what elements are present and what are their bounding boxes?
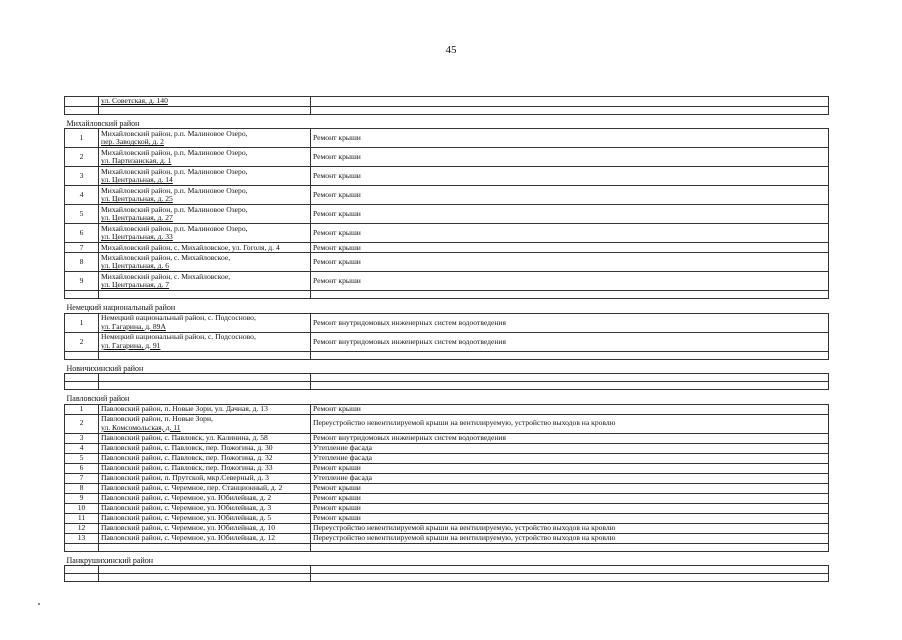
table-row	[65, 313, 829, 332]
table-row	[65, 483, 829, 493]
address-line: ул. Центральная, д. 6	[101, 261, 170, 271]
row-number: 1	[65, 313, 99, 332]
row-number: 9	[65, 493, 99, 503]
row-work: Ремонт крыши	[311, 493, 829, 503]
table-row	[65, 272, 829, 291]
table-row	[65, 463, 829, 473]
table-row	[65, 493, 829, 503]
address-line: Павловский район, с. Павловск, пер. Пожогина, д. 33	[101, 463, 273, 472]
row-address	[99, 253, 311, 272]
row-number: 2	[65, 332, 99, 351]
row-address	[99, 332, 311, 351]
row-work: Утепление фасада	[311, 453, 829, 463]
address-line: Михайловский район, р.п. Малиновое Озеро,	[101, 166, 248, 176]
table-body	[65, 97, 829, 582]
table-row	[65, 129, 829, 148]
table-row	[65, 433, 829, 443]
row-address	[99, 473, 311, 483]
row-address	[99, 186, 311, 205]
address-line: Михайловский район, р.п. Малиновое Озеро,	[101, 147, 248, 157]
address-line: Михайловский район, р.п. Малиновое Озеро,	[101, 223, 248, 233]
empty-row	[65, 566, 829, 574]
row-work: Ремонт крыши	[311, 253, 829, 272]
empty-row	[65, 382, 829, 390]
page-number: 45	[445, 44, 457, 56]
row-address	[99, 503, 311, 513]
row-address	[99, 243, 311, 253]
region-title: Павловский район	[65, 390, 829, 404]
row-number: 6	[65, 224, 99, 243]
row-work: Ремонт крыши	[311, 503, 829, 513]
address-line: Немецкий национальный район, с. Подсосново,	[101, 332, 256, 342]
scan-speck	[38, 603, 40, 605]
address-line: Павловский район, с. Черемное, ул. Юбилейная, д. 2	[101, 493, 272, 502]
row-address	[99, 513, 311, 523]
row-address	[99, 404, 311, 414]
spacer-row	[65, 291, 829, 299]
row-address	[99, 483, 311, 493]
row-work: Ремонт крыши	[311, 205, 829, 224]
address-line: Павловский район, с. Павловск, пер. Пожогина, д. 30	[101, 443, 273, 452]
address-line: Михайловский район, р.п. Малиновое Озеро,	[101, 128, 248, 138]
row-work: Ремонт внутридомовых инженерных систем водоотведения	[311, 433, 829, 443]
region-header	[65, 115, 829, 129]
table-row	[65, 513, 829, 523]
row-work: Утепление фасада	[311, 473, 829, 483]
row-work: Переустройство невентилируемой крыши на вентилируемую, устройство выходов на кровлю	[311, 414, 829, 433]
region-header	[65, 551, 829, 565]
row-number: 10	[65, 503, 99, 513]
row-address	[99, 463, 311, 473]
row-work: Ремонт крыши	[311, 513, 829, 523]
table-row	[65, 205, 829, 224]
address-line: Немецкий национальный район, с. Подсосново,	[101, 313, 256, 323]
address-line: Михайловский район, с. Михайловское,	[101, 271, 231, 281]
table-row	[65, 404, 829, 414]
row-work	[311, 97, 829, 107]
row-work: Ремонт крыши	[311, 272, 829, 291]
row-address	[99, 272, 311, 291]
row-number: 7	[65, 473, 99, 483]
region-title: Михайловский район	[65, 115, 829, 129]
row-address	[99, 443, 311, 453]
address-line: Павловский район, п. Новые Зори, ул. Дачная, д. 13	[101, 404, 268, 413]
row-work: Ремонт внутридомовых инженерных систем водоотведения	[311, 313, 829, 332]
row-address	[99, 433, 311, 443]
row-work: Ремонт крыши	[311, 129, 829, 148]
row-work: Переустройство невентилируемой крыши на вентилируемую, устройство выходов на кровлю	[311, 523, 829, 533]
table-row	[65, 148, 829, 167]
row-address: ул. Советская, д. 140	[99, 97, 311, 107]
row-work: Переустройство невентилируемой крыши на вентилируемую, устройство выходов на кровлю	[311, 533, 829, 543]
row-address	[99, 533, 311, 543]
table-row	[65, 97, 829, 107]
row-work: Ремонт крыши	[311, 483, 829, 493]
table-row	[65, 473, 829, 483]
address-line: Павловский район, с. Черемное, ул. Юбилейная, д. 12	[101, 533, 275, 542]
address-line: пер. Заводской, д. 2	[101, 137, 164, 147]
address-line: ул. Центральная, д. 33	[101, 232, 173, 242]
repair-schedule-table	[64, 96, 829, 582]
row-number: 1	[65, 404, 99, 414]
region-title: Немецкий национальный район	[65, 299, 829, 313]
table-row	[65, 414, 829, 433]
row-work: Ремонт крыши	[311, 167, 829, 186]
row-work: Ремонт внутридомовых инженерных систем водоотведения	[311, 332, 829, 351]
address-line: ул. Гагарина, д. 91	[101, 340, 161, 350]
row-address	[99, 523, 311, 533]
row-number: 8	[65, 483, 99, 493]
table-row	[65, 523, 829, 533]
row-number: 9	[65, 272, 99, 291]
row-number	[65, 97, 99, 107]
empty-row	[65, 374, 829, 382]
table-row	[65, 453, 829, 463]
address-line: Павловский район, с. Черемное, ул. Юбилейная, д. 5	[101, 513, 272, 522]
row-number: 5	[65, 453, 99, 463]
row-number: 1	[65, 129, 99, 148]
address-line: ул. Центральная, д. 14	[101, 175, 173, 185]
address-line: Павловский район, с. Черемное, пер. Станционный, д. 2	[101, 483, 283, 492]
table-row	[65, 243, 829, 253]
row-work: Ремонт крыши	[311, 148, 829, 167]
address-line: ул. Центральная, д. 27	[101, 213, 173, 223]
row-work: Ремонт крыши	[311, 463, 829, 473]
address-line: Михайловский район, с. Михайловское, ул. Гоголя, д. 4	[101, 242, 280, 252]
table-row	[65, 443, 829, 453]
row-address	[99, 205, 311, 224]
row-address	[99, 313, 311, 332]
row-address	[99, 167, 311, 186]
row-number: 4	[65, 443, 99, 453]
empty-row	[65, 574, 829, 582]
address-line: Павловский район, с. Павловск, пер. Пожогина, д. 32	[101, 453, 273, 462]
region-header	[65, 359, 829, 373]
address-line: Павловский район, с. Черемное, ул. Юбилейная, д. 3	[101, 503, 272, 512]
row-work: Ремонт крыши	[311, 186, 829, 205]
row-work: Ремонт крыши	[311, 404, 829, 414]
spacer-row	[65, 351, 829, 359]
table-row	[65, 253, 829, 272]
row-work: Утепление фасада	[311, 443, 829, 453]
address-line: Михайловский район, с. Михайловское,	[101, 252, 231, 262]
region-header	[65, 299, 829, 313]
row-number: 13	[65, 533, 99, 543]
row-number: 2	[65, 414, 99, 433]
address-line: Михайловский район, р.п. Малиновое Озеро,	[101, 185, 248, 195]
row-number: 3	[65, 433, 99, 443]
row-number: 12	[65, 523, 99, 533]
table-row	[65, 332, 829, 351]
table-row	[65, 224, 829, 243]
address-line: Михайловский район, р.п. Малиновое Озеро,	[101, 204, 248, 214]
row-address	[99, 224, 311, 243]
row-address	[99, 493, 311, 503]
row-number: 8	[65, 253, 99, 272]
row-work: Ремонт крыши	[311, 224, 829, 243]
region-header	[65, 390, 829, 404]
table-row	[65, 503, 829, 513]
region-title: Панкрушихинский район	[65, 551, 829, 565]
row-number: 4	[65, 186, 99, 205]
row-address	[99, 129, 311, 148]
row-number: 11	[65, 513, 99, 523]
table-row	[65, 533, 829, 543]
spacer-row	[65, 543, 829, 551]
row-number: 7	[65, 243, 99, 253]
table-row	[65, 167, 829, 186]
address-line: ул. Центральная, д. 25	[101, 194, 173, 204]
row-number: 5	[65, 205, 99, 224]
address-line: Павловский район, с. Черемное, ул. Юбилейная, д. 10	[101, 523, 275, 532]
spacer-row	[65, 107, 829, 115]
row-address	[99, 148, 311, 167]
row-number: 3	[65, 167, 99, 186]
address-line: Павловский район, п. Прутской, мкр.Северный, д. 3	[101, 473, 269, 482]
row-work: Ремонт крыши	[311, 243, 829, 253]
address-line: ул. Гагарина, д. 89А	[101, 321, 166, 331]
region-title: Новичихинский район	[65, 359, 829, 373]
address-line: Павловский район, с. Павловск, ул. Калинина, д. 58	[101, 433, 268, 442]
row-address	[99, 453, 311, 463]
row-number: 2	[65, 148, 99, 167]
row-address	[99, 414, 311, 433]
row-number: 6	[65, 463, 99, 473]
address-line: ул. Партизанская, д. 1	[101, 156, 172, 166]
table-row	[65, 186, 829, 205]
address-line: Павловский район, п. Новые Зори,	[101, 414, 213, 424]
address-line: ул. Центральная, д. 7	[101, 280, 170, 290]
address-line: ул. Комсомольская, д. 11	[101, 422, 181, 432]
